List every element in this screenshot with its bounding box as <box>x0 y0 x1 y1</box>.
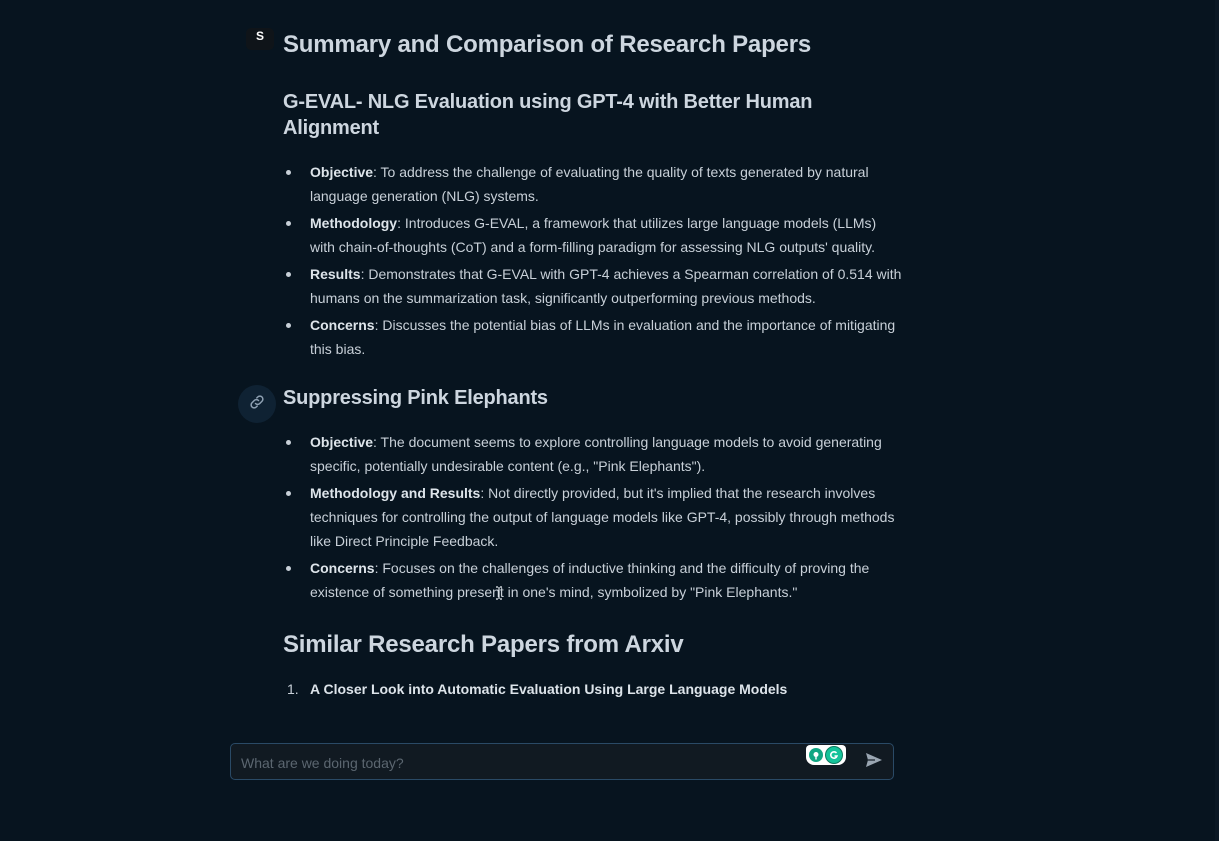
list-item <box>283 160 903 208</box>
related-papers-list <box>283 677 903 701</box>
assistant-avatar <box>246 28 274 50</box>
list-item <box>283 556 903 604</box>
link-icon <box>248 393 266 416</box>
paper-section-geval <box>283 89 903 361</box>
list-item <box>283 430 903 478</box>
point-text: : Focuses on the challenges of inductive thinking and the difficulty of proving the existence of something present in one's mind, symbolized by "Pink Elephants." <box>310 560 870 600</box>
send-button[interactable] <box>863 753 885 771</box>
related-paper-title: A Closer Look into Automatic Evaluation Using Large Language Models <box>310 681 788 697</box>
paper-section-pink-elephants <box>283 385 903 604</box>
point-label: Concerns <box>310 317 375 333</box>
point-text: : The document seems to explore controlling language models to avoid generating specific, potentially undesirable content (e.g., "Pink Elephants"). <box>310 434 882 474</box>
avatar-label: S <box>255 29 264 43</box>
chat-input[interactable] <box>239 752 803 774</box>
page-title: Summary and Comparison of Research Papers <box>283 31 811 58</box>
point-text: : Introduces G-EVAL, a framework that utilizes large language models (LLMs) with chain-of-thoughts (CoT) and a form-filling paradigm for assessing NLG outputs' quality. <box>310 215 877 255</box>
point-label: Objective <box>310 164 374 180</box>
heading-anchor-link[interactable] <box>238 385 276 423</box>
point-label: Objective <box>310 434 374 450</box>
list-item <box>283 211 903 259</box>
grammarly-suggestion-icon <box>809 748 823 762</box>
point-text: : To address the challenge of evaluating the quality of texts generated by natural language generation (NLG) systems. <box>310 164 869 204</box>
point-text: : Discusses the potential bias of LLMs in evaluation and the importance of mitigating this bias. <box>310 317 896 357</box>
list-number: 1. <box>287 681 299 697</box>
point-label: Methodology <box>310 215 398 231</box>
point-label: Methodology and Results <box>310 485 481 501</box>
paper-points-list <box>283 160 903 361</box>
list-item <box>283 677 903 701</box>
point-text: : Not directly provided, but it's implied that the research involves techniques for controlling the output of language models like GPT-4, possibly through methods like Direct Principle Feedback. <box>310 485 895 549</box>
message-content <box>283 30 903 701</box>
list-item <box>283 481 903 553</box>
send-icon <box>865 752 883 773</box>
grammarly-icon <box>825 746 843 764</box>
related-papers-heading: Similar Research Papers from Arxiv <box>283 631 684 658</box>
list-item <box>283 262 903 310</box>
point-text: : Demonstrates that G-EVAL with GPT-4 achieves a Spearman correlation of 0.514 with humans on the summarization task, significantly outperforming previous methods. <box>310 266 902 306</box>
paper-points-list <box>283 430 903 604</box>
point-label: Results <box>310 266 361 282</box>
list-item <box>283 313 903 361</box>
point-label: Concerns <box>310 560 375 576</box>
paper-title: G-EVAL- NLG Evaluation using GPT-4 with Better Human Alignment <box>283 91 813 139</box>
paper-title: Suppressing Pink Elephants <box>283 387 548 409</box>
scrollbar[interactable] <box>1215 0 1219 841</box>
text-cursor-icon <box>495 586 503 600</box>
chat-input-box <box>230 743 894 780</box>
related-papers-section <box>283 630 903 701</box>
grammarly-widget[interactable] <box>806 745 846 765</box>
